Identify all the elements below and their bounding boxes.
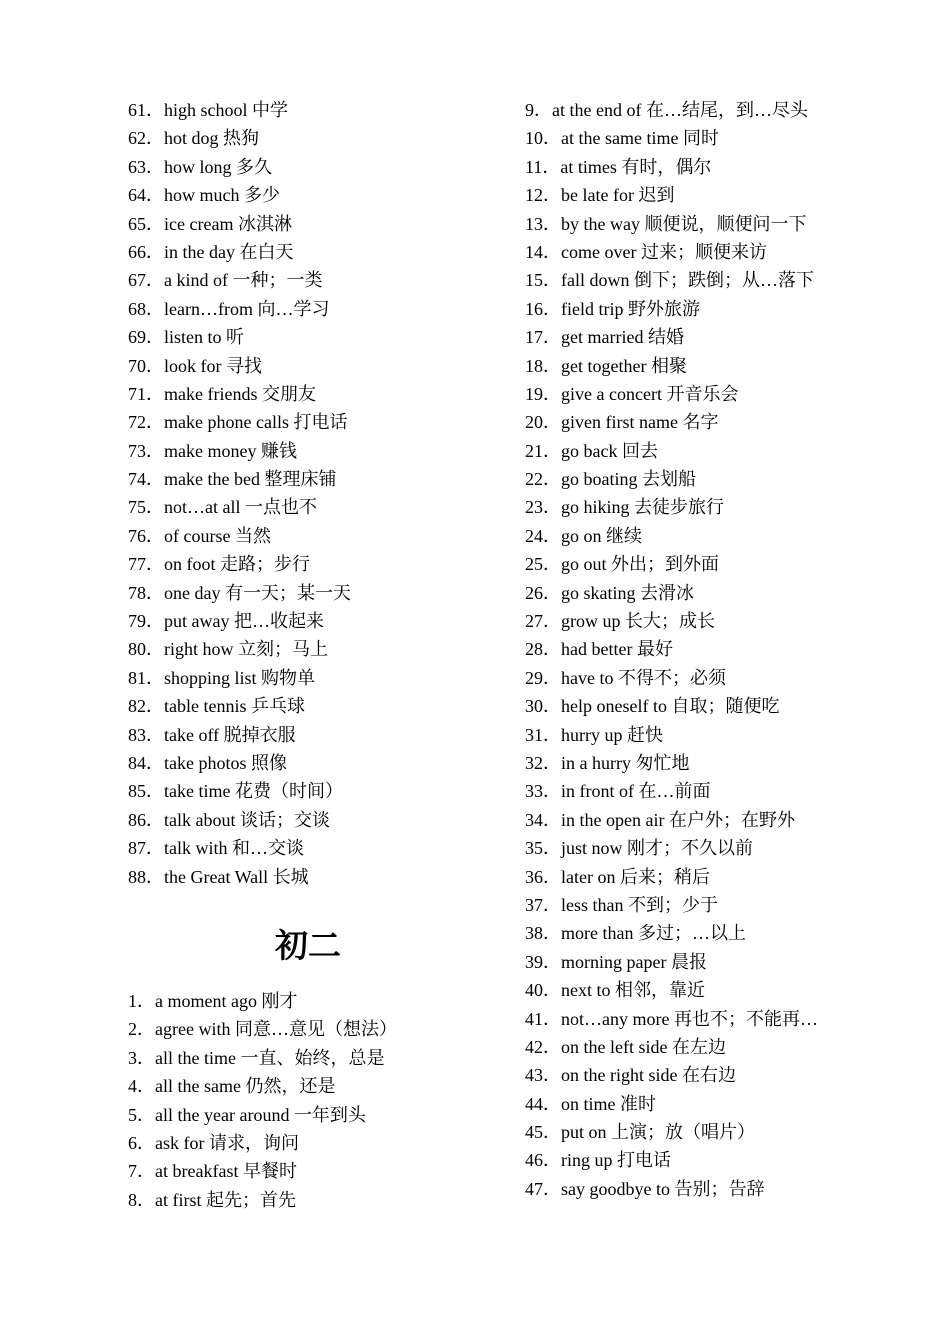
entry-text: come over 过来；顺便来访 xyxy=(561,241,767,262)
entry-text: listen to 听 xyxy=(164,327,244,348)
section-title: 初二 xyxy=(275,925,341,965)
entry-number: 80． xyxy=(128,639,164,660)
entry-number: 81． xyxy=(128,667,164,688)
entry-number: 15． xyxy=(525,270,561,291)
phrase-entry xyxy=(525,465,925,493)
entry-text: look for 寻找 xyxy=(164,355,262,376)
phrase-entry xyxy=(128,124,488,152)
entry-number: 45． xyxy=(525,1122,561,1143)
phrase-entry xyxy=(525,834,925,862)
entry-text: by the way 顺便说，顺便问一下 xyxy=(561,213,807,234)
phrase-entry xyxy=(525,891,925,919)
entry-text: right how 立刻；马上 xyxy=(164,639,328,660)
phrase-entry xyxy=(128,295,488,323)
entry-number: 68． xyxy=(128,298,164,319)
entry-number: 5． xyxy=(128,1104,155,1125)
entry-text: all the time 一直、始终，总是 xyxy=(155,1047,385,1068)
phrase-entry xyxy=(128,153,488,181)
entry-number: 8． xyxy=(128,1189,155,1210)
entry-text: had better 最好 xyxy=(561,639,673,660)
entry-text: in front of 在…前面 xyxy=(561,781,711,802)
phrase-entry xyxy=(525,749,925,777)
entry-text: shopping list 购物单 xyxy=(164,667,316,688)
entry-number: 22． xyxy=(525,469,561,490)
phrase-entry xyxy=(128,749,488,777)
phrase-entry xyxy=(525,408,925,436)
entry-text: more than 多过；…以上 xyxy=(561,923,746,944)
entry-number: 38． xyxy=(525,923,561,944)
entry-number: 66． xyxy=(128,241,164,262)
entry-text: a kind of 一种；一类 xyxy=(164,270,323,291)
entry-text: of course 当然 xyxy=(164,525,271,546)
entry-text: make the bed 整理床铺 xyxy=(164,469,337,490)
phrase-entry xyxy=(525,352,925,380)
entry-text: be late for 迟到 xyxy=(561,185,675,206)
entry-text: the Great Wall 长城 xyxy=(164,866,309,887)
entry-text: talk about 谈话；交谈 xyxy=(164,809,330,830)
entry-number: 76． xyxy=(128,525,164,546)
entry-number: 36． xyxy=(525,866,561,887)
entry-text: not…any more 再也不；不能再… xyxy=(561,1008,818,1029)
right-column xyxy=(525,96,925,1203)
entry-number: 41． xyxy=(525,1008,561,1029)
phrase-entry xyxy=(525,295,925,323)
entry-text: fall down 倒下；跌倒；从…落下 xyxy=(561,270,814,291)
entry-number: 64． xyxy=(128,185,164,206)
phrase-entry xyxy=(525,1118,925,1146)
entry-number: 71． xyxy=(128,383,164,404)
phrase-entry xyxy=(525,777,925,805)
entry-text: hot dog 热狗 xyxy=(164,128,260,149)
phrase-entry xyxy=(128,635,488,663)
entry-text: talk with 和…交谈 xyxy=(164,838,304,859)
entry-text: make phone calls 打电话 xyxy=(164,412,348,433)
entry-text: ice cream 冰淇淋 xyxy=(164,213,292,234)
phrase-entry xyxy=(128,777,488,805)
entry-number: 31． xyxy=(525,724,561,745)
phrase-entry xyxy=(128,323,488,351)
entry-number: 17． xyxy=(525,327,561,348)
phrase-entry xyxy=(128,1072,488,1100)
phrase-entry xyxy=(525,1061,925,1089)
phrase-entry xyxy=(525,1146,925,1174)
entry-number: 70． xyxy=(128,355,164,376)
entry-number: 19． xyxy=(525,383,561,404)
entry-text: at the end of 在…结尾，到…尽头 xyxy=(552,100,808,120)
phrase-entry xyxy=(128,437,488,465)
phrase-entry xyxy=(525,550,925,578)
phrase-entry xyxy=(525,1033,925,1061)
phrase-entry xyxy=(128,238,488,266)
phrase-entry xyxy=(525,238,925,266)
phrase-entry xyxy=(128,465,488,493)
phrase-entry xyxy=(128,352,488,380)
entry-number: 3． xyxy=(128,1047,155,1068)
phrase-entry xyxy=(128,96,488,124)
entry-text: have to 不得不；必须 xyxy=(561,667,726,688)
entry-number: 74． xyxy=(128,469,164,490)
phrase-entry xyxy=(525,664,925,692)
entry-text: go hiking 去徒步旅行 xyxy=(561,497,725,518)
entry-number: 13． xyxy=(525,213,561,234)
entry-text: learn…from 向…学习 xyxy=(164,298,330,319)
entry-text: on the left side 在左边 xyxy=(561,1036,726,1057)
phrase-entry xyxy=(525,579,925,607)
phrase-entry xyxy=(525,1175,925,1203)
entry-number: 37． xyxy=(525,894,561,915)
phrase-entry xyxy=(525,96,925,124)
entry-number: 27． xyxy=(525,611,561,632)
entry-number: 4． xyxy=(128,1076,155,1097)
entry-text: go out 外出；到外面 xyxy=(561,554,720,575)
entry-text: in the open air 在户外；在野外 xyxy=(561,809,795,830)
phrase-entry xyxy=(128,987,488,1015)
entry-text: all the year around 一年到头 xyxy=(155,1104,366,1125)
phrase-list-upper xyxy=(128,96,488,891)
entry-number: 29． xyxy=(525,667,561,688)
phrase-entry xyxy=(525,607,925,635)
entry-number: 79． xyxy=(128,611,164,632)
entry-number: 9． xyxy=(525,100,552,120)
entry-number: 10． xyxy=(525,128,561,149)
entry-number: 63． xyxy=(128,156,164,177)
entry-number: 39． xyxy=(525,951,561,972)
entry-text: later on 后来；稍后 xyxy=(561,866,710,887)
phrase-entry xyxy=(128,550,488,578)
phrase-entry xyxy=(525,493,925,521)
phrase-entry xyxy=(128,1015,488,1043)
left-column xyxy=(128,96,488,1214)
phrase-entry xyxy=(525,380,925,408)
phrase-entry xyxy=(525,181,925,209)
phrase-entry xyxy=(128,607,488,635)
phrase-entry xyxy=(128,664,488,692)
entry-number: 75． xyxy=(128,497,164,518)
phrase-entry xyxy=(128,1186,488,1214)
phrase-entry xyxy=(525,1090,925,1118)
entry-number: 21． xyxy=(525,440,561,461)
phrase-entry xyxy=(525,1005,925,1033)
phrase-entry xyxy=(525,437,925,465)
phrase-entry xyxy=(128,408,488,436)
entry-number: 28． xyxy=(525,639,561,660)
entry-number: 47． xyxy=(525,1178,561,1199)
entry-number: 77． xyxy=(128,554,164,575)
entry-number: 25． xyxy=(525,554,561,575)
entry-number: 65． xyxy=(128,213,164,234)
phrase-entry xyxy=(128,522,488,550)
entry-text: agree with 同意…意见（想法） xyxy=(155,1019,397,1040)
phrase-entry xyxy=(128,380,488,408)
entry-number: 12． xyxy=(525,185,561,206)
entry-text: at times 有时，偶尔 xyxy=(560,156,712,177)
phrase-entry xyxy=(525,522,925,550)
entry-number: 32． xyxy=(525,752,561,773)
phrase-entry xyxy=(525,266,925,294)
entry-number: 44． xyxy=(525,1093,561,1114)
entry-text: at the same time 同时 xyxy=(561,128,719,149)
entry-number: 73． xyxy=(128,440,164,461)
entry-text: how long 多久 xyxy=(164,156,272,177)
entry-number: 7． xyxy=(128,1161,155,1182)
phrase-entry xyxy=(128,1044,488,1072)
entry-number: 86． xyxy=(128,809,164,830)
entry-number: 69． xyxy=(128,327,164,348)
entry-number: 61． xyxy=(128,100,164,120)
entry-text: take off 脱掉衣服 xyxy=(164,724,296,745)
entry-text: grow up 长大；成长 xyxy=(561,611,715,632)
entry-number: 24． xyxy=(525,525,561,546)
phrase-entry xyxy=(525,721,925,749)
entry-text: make friends 交朋友 xyxy=(164,383,316,404)
entry-number: 62． xyxy=(128,128,164,149)
entry-number: 83． xyxy=(128,724,164,745)
phrase-entry xyxy=(525,948,925,976)
entry-number: 78． xyxy=(128,582,164,603)
entry-number: 18． xyxy=(525,355,561,376)
entry-text: on time 准时 xyxy=(561,1093,656,1114)
entry-text: table tennis 乒乓球 xyxy=(164,696,305,717)
entry-number: 16． xyxy=(525,298,561,319)
phrase-entry xyxy=(128,692,488,720)
entry-text: go on 继续 xyxy=(561,525,642,546)
entry-number: 6． xyxy=(128,1132,155,1153)
entry-number: 26． xyxy=(525,582,561,603)
entry-number: 35． xyxy=(525,838,561,859)
entry-text: a moment ago 刚才 xyxy=(155,990,298,1011)
entry-text: help oneself to 自取；随便吃 xyxy=(561,696,780,717)
entry-number: 33． xyxy=(525,781,561,802)
phrase-list-lower xyxy=(128,987,488,1214)
entry-number: 43． xyxy=(525,1065,561,1086)
entry-text: on the right side 在右边 xyxy=(561,1065,736,1086)
phrase-entry xyxy=(525,919,925,947)
entry-number: 46． xyxy=(525,1150,561,1171)
entry-number: 11． xyxy=(525,156,561,177)
entry-text: morning paper 晨报 xyxy=(561,951,707,972)
phrase-entry xyxy=(128,493,488,521)
phrase-entry xyxy=(525,863,925,891)
entry-text: at breakfast 早餐时 xyxy=(155,1161,297,1182)
entry-text: just now 刚才；不久以前 xyxy=(561,838,754,859)
entry-text: one day 有一天；某一天 xyxy=(164,582,351,603)
entry-text: put away 把…收起来 xyxy=(164,611,324,632)
entry-text: in the day 在白天 xyxy=(164,241,294,262)
phrase-entry xyxy=(128,1129,488,1157)
entry-text: how much 多少 xyxy=(164,185,280,206)
entry-number: 87． xyxy=(128,838,164,859)
entry-text: say goodbye to 告别；告辞 xyxy=(561,1178,765,1199)
phrase-entry xyxy=(128,721,488,749)
entry-number: 88． xyxy=(128,866,164,887)
phrase-entry xyxy=(525,210,925,238)
entry-number: 14． xyxy=(525,241,561,262)
entry-text: hurry up 赶快 xyxy=(561,724,663,745)
entry-text: ring up 打电话 xyxy=(561,1150,671,1171)
entry-number: 1． xyxy=(128,990,155,1011)
entry-text: get married 结婚 xyxy=(561,327,684,348)
entry-text: ask for 请求，询问 xyxy=(155,1132,299,1153)
entry-text: put on 上演；放（唱片） xyxy=(561,1122,756,1143)
phrase-entry xyxy=(128,181,488,209)
entry-text: take photos 照像 xyxy=(164,752,287,773)
phrase-entry xyxy=(128,834,488,862)
phrase-entry xyxy=(525,153,925,181)
phrase-entry xyxy=(525,635,925,663)
entry-number: 34． xyxy=(525,809,561,830)
entry-number: 72． xyxy=(128,412,164,433)
entry-number: 23． xyxy=(525,497,561,518)
phrase-list-right xyxy=(525,96,925,1203)
phrase-entry xyxy=(525,124,925,152)
entry-text: next to 相邻，靠近 xyxy=(561,980,705,1001)
entry-text: in a hurry 匆忙地 xyxy=(561,752,690,773)
entry-text: go back 回去 xyxy=(561,440,658,461)
phrase-entry xyxy=(128,266,488,294)
entry-text: high school 中学 xyxy=(164,100,288,120)
entry-text: not…at all 一点也不 xyxy=(164,497,317,518)
phrase-entry xyxy=(525,806,925,834)
entry-number: 84． xyxy=(128,752,164,773)
phrase-entry xyxy=(128,579,488,607)
entry-number: 85． xyxy=(128,781,164,802)
entry-text: take time 花费（时间） xyxy=(164,781,343,802)
phrase-entry xyxy=(128,210,488,238)
entry-number: 40． xyxy=(525,980,561,1001)
phrase-entry xyxy=(525,692,925,720)
entry-number: 82． xyxy=(128,696,164,717)
phrase-entry xyxy=(525,976,925,1004)
phrase-entry xyxy=(128,1101,488,1129)
entry-text: all the same 仍然，还是 xyxy=(155,1076,336,1097)
entry-text: given first name 名字 xyxy=(561,412,719,433)
entry-text: go skating 去滑冰 xyxy=(561,582,694,603)
entry-number: 20． xyxy=(525,412,561,433)
entry-text: get together 相聚 xyxy=(561,355,687,376)
entry-text: make money 赚钱 xyxy=(164,440,297,461)
entry-text: at first 起先；首先 xyxy=(155,1189,296,1210)
phrase-entry xyxy=(525,323,925,351)
entry-text: on foot 走路；步行 xyxy=(164,554,310,575)
entry-text: field trip 野外旅游 xyxy=(561,298,700,319)
entry-number: 42． xyxy=(525,1036,561,1057)
entry-number: 2． xyxy=(128,1019,155,1040)
phrase-entry xyxy=(128,1157,488,1185)
entry-text: go boating 去划船 xyxy=(561,469,696,490)
entry-text: give a concert 开音乐会 xyxy=(561,383,739,404)
entry-number: 30． xyxy=(525,696,561,717)
phrase-entry xyxy=(128,806,488,834)
entry-text: less than 不到；少于 xyxy=(561,894,718,915)
entry-number: 67． xyxy=(128,270,164,291)
phrase-entry xyxy=(128,863,488,891)
